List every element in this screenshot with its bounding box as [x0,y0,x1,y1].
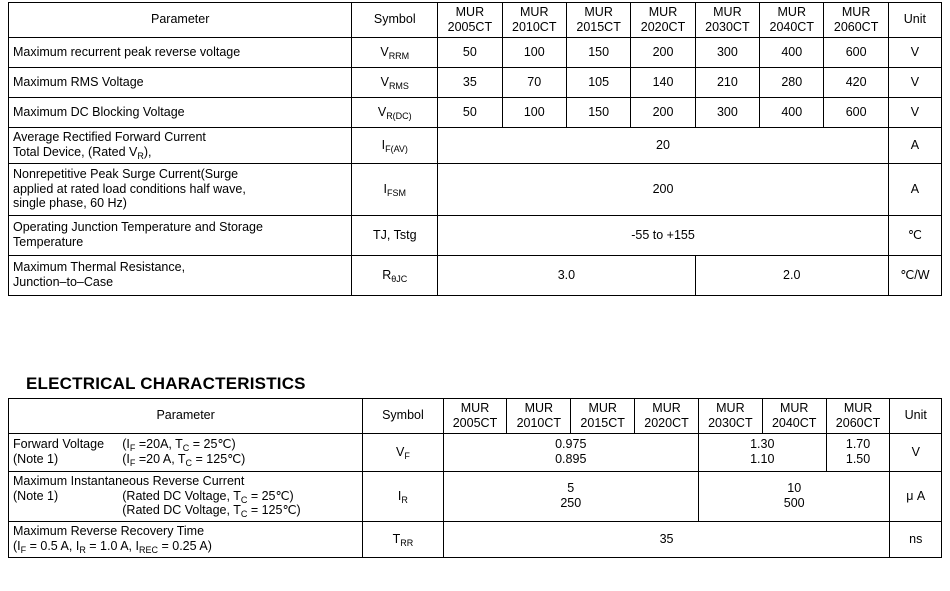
row-symbol [363,471,443,521]
row-parameter [9,215,352,255]
row-merged-value: 35 [443,521,890,557]
value-25c: 10 [787,481,802,496]
row-merged-value: 20 [438,127,889,163]
row-parameter [9,255,352,295]
header-device-2040ct [762,399,826,434]
row-value: 140 [631,67,695,97]
header-symbol: Symbol [363,399,443,434]
electrical-characteristics-table [8,398,942,558]
row-parameter-title: Forward Voltage [13,437,105,452]
table-header-row [9,3,942,38]
row-parameter [9,163,352,215]
row-parameter-line1: Maximum Thermal Resistance, [13,260,186,275]
row-split-value-low: 3.0 [438,255,696,295]
row-symbol [352,127,438,163]
device-prefix: MUR [455,5,485,19]
symbol-main: T [392,531,401,546]
symbol-main: I [381,137,386,152]
row-unit: A [888,163,941,215]
row-unit: A [888,127,941,163]
device-suffix: 2040CT [769,19,814,34]
row-value: 100 [502,97,566,127]
device-prefix: MUR [460,401,490,415]
row-condition-2: ($I_F =20$ A, $T_C$ = 125℃) [122,452,246,468]
device-suffix: 2040CT [771,415,817,430]
value-125c: 500 [783,496,805,510]
row-parameter-title: Maximum Reverse Recovery Time [13,524,205,539]
row-group-value-2030-2040 [698,433,826,471]
row-unit: V [888,67,941,97]
row-parameter-line3: single phase, 60 Hz) [13,196,127,211]
device-suffix: 2010CT [516,415,562,430]
device-suffix: 2060CT [835,415,881,430]
header-device-2015ct [571,399,635,434]
row-parameter-sub: R [137,151,144,161]
table-row [9,97,942,127]
row-parameter: Maximum recurrent peak reverse voltage [9,37,352,67]
table-row [9,215,942,255]
symbol-main: I [397,488,402,503]
row-symbol [352,67,438,97]
row-parameter-line2b: ), [143,145,152,159]
row-group-value-2060 [826,433,890,471]
row-unit: ns [890,521,942,557]
row-symbol [352,37,438,67]
device-prefix: MUR [524,401,554,415]
device-suffix: 2005CT [452,415,498,430]
table-row [9,67,942,97]
device-prefix: MUR [841,5,871,19]
row-group-value-2005-2020 [443,433,698,471]
row-parameter [9,127,352,163]
symbol-main: V [380,44,389,59]
row-unit: ℃/W [888,255,941,295]
symbol-sub: θJC [391,273,408,284]
symbol-main: V [395,444,405,459]
table-header-row [9,399,942,434]
row-condition-1: ($I_F =20A$, $T_C$ = 25℃) [122,437,236,454]
device-suffix: 2005CT [447,19,493,34]
header-parameter: Parameter [9,3,352,38]
header-device-2010ct [507,399,571,434]
symbol-main: V [377,104,387,119]
value-25c: 0.975 [555,437,587,452]
table-row [9,37,942,67]
row-note-ref: (Note 1) [13,488,59,503]
value-125c: 1.10 [750,452,775,466]
device-suffix: 2060CT [833,19,879,34]
value-25c: 1.30 [750,437,775,452]
row-symbol [363,433,443,471]
row-value: 150 [566,37,630,67]
row-symbol: TJ, Tstg [352,215,438,255]
device-prefix: MUR [648,5,678,19]
device-prefix: MUR [520,5,549,19]
row-symbol [363,521,443,557]
row-split-value-high: 2.0 [695,255,888,295]
symbol-main: R [382,267,392,282]
maximum-ratings-table [8,2,942,296]
row-symbol [352,97,438,127]
row-value: 400 [760,97,824,127]
table-row [9,471,942,521]
row-group-value-2030-2060 [698,471,890,521]
row-unit: V [888,37,941,67]
device-prefix: MUR [588,401,617,415]
row-unit: ℃ [888,215,941,255]
device-suffix: 2020CT [640,19,686,34]
row-parameter-line1: Average Rectified Forward Current [13,130,206,145]
symbol-sub: F(AV) [385,143,408,154]
symbol-sub: F [404,450,410,461]
symbol-sub: RR [400,537,414,548]
symbol-sub: RRM [388,50,410,61]
symbol-sub: FSM [387,187,407,198]
row-value: 200 [631,97,695,127]
row-symbol [352,255,438,295]
table-row [9,521,942,557]
device-prefix: MUR [843,401,873,415]
header-device-2015ct [566,3,630,38]
device-suffix: 2015CT [580,415,625,430]
row-unit: μ A [890,471,942,521]
row-value: 600 [824,97,888,127]
row-value: 35 [438,67,502,97]
device-prefix: MUR [777,5,806,19]
device-suffix: 2030CT [705,19,750,34]
header-device-2060ct [824,3,888,38]
row-symbol [352,163,438,215]
row-parameter [9,471,363,521]
row-condition-2: (Rated DC Voltage, $T_C$ = 125℃) [122,503,301,520]
row-value: 200 [631,37,695,67]
header-device-2020ct [635,399,699,434]
row-parameter: Maximum DC Blocking Voltage [9,97,352,127]
header-device-2005ct [438,3,502,38]
row-parameter-title: Maximum Instantaneous Reverse Current [13,473,245,488]
row-parameter-line2: applied at rated load conditions half wave, [13,181,246,196]
header-parameter: Parameter [9,399,363,434]
value-125c: 0.895 [555,452,587,466]
header-device-2040ct [760,3,824,38]
header-device-2020ct [631,3,695,38]
row-value: 100 [502,37,566,67]
row-value: 600 [824,37,888,67]
device-prefix: MUR [652,401,681,415]
table-row [9,163,942,215]
device-suffix: 2010CT [512,19,557,34]
symbol-main: I [383,181,388,196]
row-group-value-2005-2020 [443,471,698,521]
row-parameter [9,433,363,471]
row-value: 210 [695,67,759,97]
row-parameter-line2a: Total Device, (Rated V [13,145,138,159]
header-device-2030ct [698,399,762,434]
electrical-characteristics-heading: ELECTRICAL CHARACTERISTICS [26,374,306,393]
row-parameter-line1: Nonrepetitive Peak Surge Current(Surge [13,166,239,181]
device-prefix: MUR [713,5,742,19]
row-value: 50 [438,37,502,67]
header-device-2010ct [502,3,566,38]
row-parameter-line2 [13,452,358,467]
row-condition-1: ($I_F = 0.5$ A, $I_R = 1.0$ A, $I_{REC} = 0.25$ A) [13,539,212,555]
value-125c: 1.50 [845,452,871,466]
header-unit: Unit [888,3,941,38]
table-row [9,255,942,295]
row-merged-value: 200 [438,163,889,215]
row-merged-value: -55 to +155 [438,215,889,255]
row-condition-1: (Rated DC Voltage, $T_C$ = 25℃) [122,488,294,505]
row-unit: V [890,433,942,471]
table-row [9,127,942,163]
symbol-sub: R [401,494,408,505]
row-parameter-line2 [13,489,358,504]
value-125c: 250 [560,496,582,510]
row-parameter-line1: Operating Junction Temperature and Storage [13,220,263,235]
symbol-main: V [380,74,389,89]
symbol-sub: RMS [388,80,409,91]
table-row [9,433,942,471]
row-value: 280 [760,67,824,97]
device-prefix: MUR [779,401,809,415]
header-symbol: Symbol [352,3,438,38]
header-device-2030ct [695,3,759,38]
device-suffix: 2030CT [708,415,753,430]
row-value: 300 [695,37,759,67]
symbol-sub: R(DC) [386,110,412,121]
row-value: 150 [566,97,630,127]
header-unit: Unit [890,399,942,434]
row-value: 400 [760,37,824,67]
device-suffix: 2020CT [644,415,689,430]
device-prefix: MUR [716,401,745,415]
value-25c: 1.70 [845,437,871,452]
row-value: 420 [824,67,888,97]
row-value: 70 [502,67,566,97]
row-parameter-line1 [13,437,358,452]
header-device-2005ct [443,399,507,434]
row-parameter: Maximum RMS Voltage [9,67,352,97]
row-parameter-line3 [13,503,358,518]
header-device-2060ct [826,399,890,434]
row-value: 50 [438,97,502,127]
value-25c: 5 [567,481,575,496]
row-value: 105 [566,67,630,97]
device-prefix: MUR [584,5,613,19]
row-parameter-line2: Junction–to–Case [13,275,114,289]
row-value: 300 [695,97,759,127]
row-parameter [9,521,363,557]
row-parameter-line2: Temperature [13,235,84,249]
row-note-ref: (Note 1) [13,452,59,466]
device-suffix: 2015CT [576,19,621,34]
row-unit: V [888,97,941,127]
